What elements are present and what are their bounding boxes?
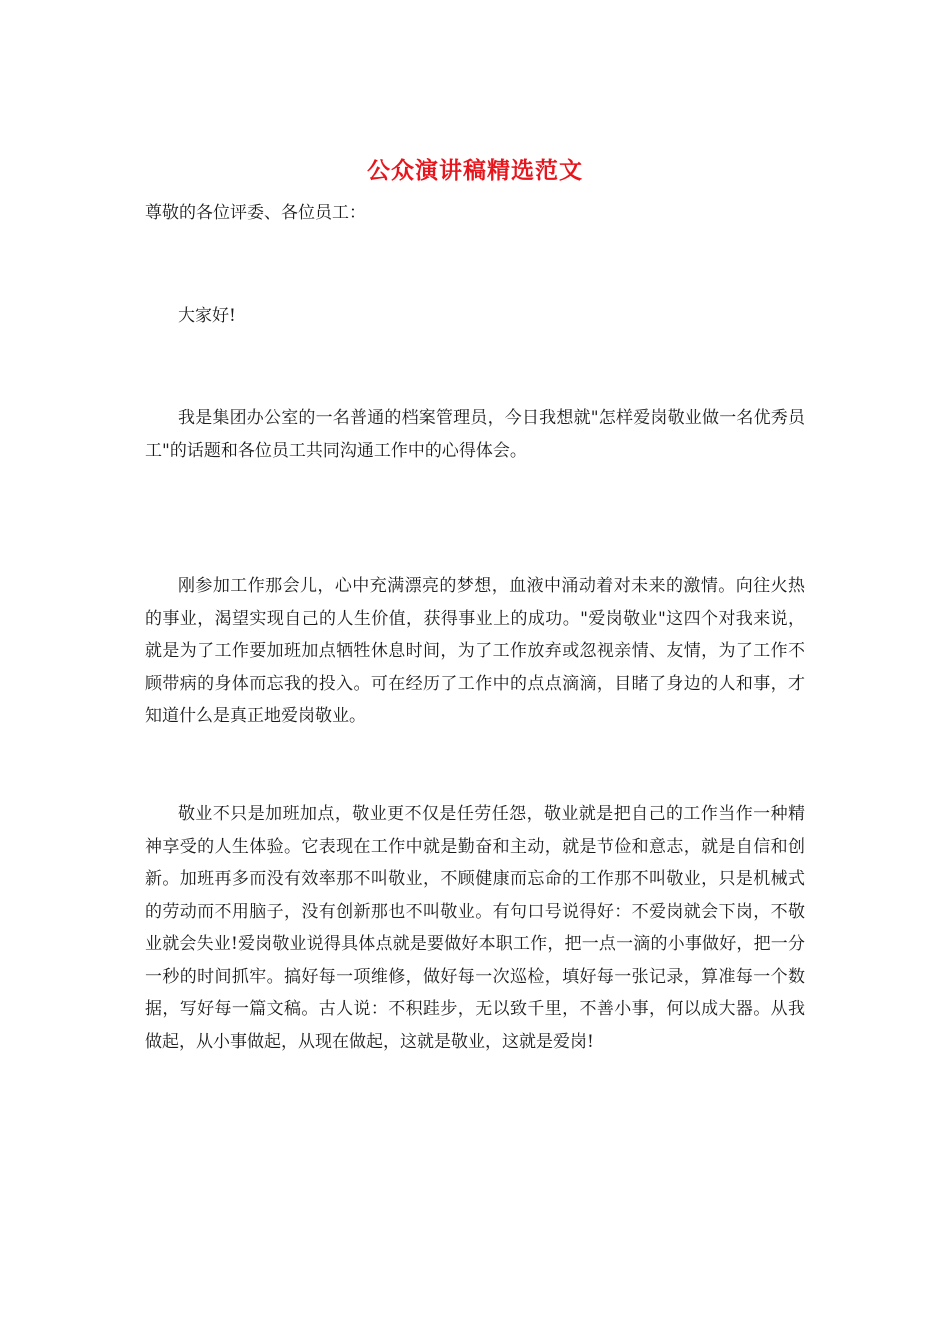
greeting-line: 尊敬的各位评委、各位员工： xyxy=(145,203,366,223)
paragraph-introduction: 我是集团办公室的一名普通的档案管理员，今日我想就"怎样爱岗敬业做一名优秀员工"的话题和各位员工共同沟通工作中的心得体会。 xyxy=(145,408,805,461)
document-title: 公众演讲稿精选范文 xyxy=(367,157,583,184)
paragraph-opening: 大家好! xyxy=(178,306,236,326)
paragraph-dedication: 敬业不只是加班加点，敬业更不仅是任劳任怨，敬业就是把自己的工作当作一种精神享受的人生体验。它表现在工作中就是勤奋和主动，就是节俭和意志，就是自信和创新。加班再多而没有效率那不叫敬业，不顾健康而忘命的工作那不叫敬业，只是机械式的劳动而不用脑子，没有创新那也不叫敬业。有句口号说得好：不爱岗就会下岗，不敬业就会失业!爱岗敬业说得具体点就是要做好本职工作，把一点一滴的小事做好，把一分一秒的时间抓牢。搞好每一项维修，做好每一次巡检，填好每一张记录，算准每一个数据，写好每一篇文稿。古人说：不积跬步，无以致千里，不善小事，何以成大器。从我做起，从小事做起，从现在做起，这就是敬业，这就是爱岗! xyxy=(145,804,805,1052)
paragraph-early-career: 刚参加工作那会儿，心中充满漂亮的梦想，血液中涌动着对未来的激情。向往火热的事业，渴望实现自己的人生价值，获得事业上的成功。"爱岗敬业"这四个对我来说，就是为了工作要加班加点牺牲休息时间，为了工作放弃或忽视亲情、友情，为了工作不顾带病的身体而忘我的投入。可在经历了工作中的点点滴滴，目睹了身边的人和事，才知道什么是真正地爱岗敬业。 xyxy=(145,576,805,726)
